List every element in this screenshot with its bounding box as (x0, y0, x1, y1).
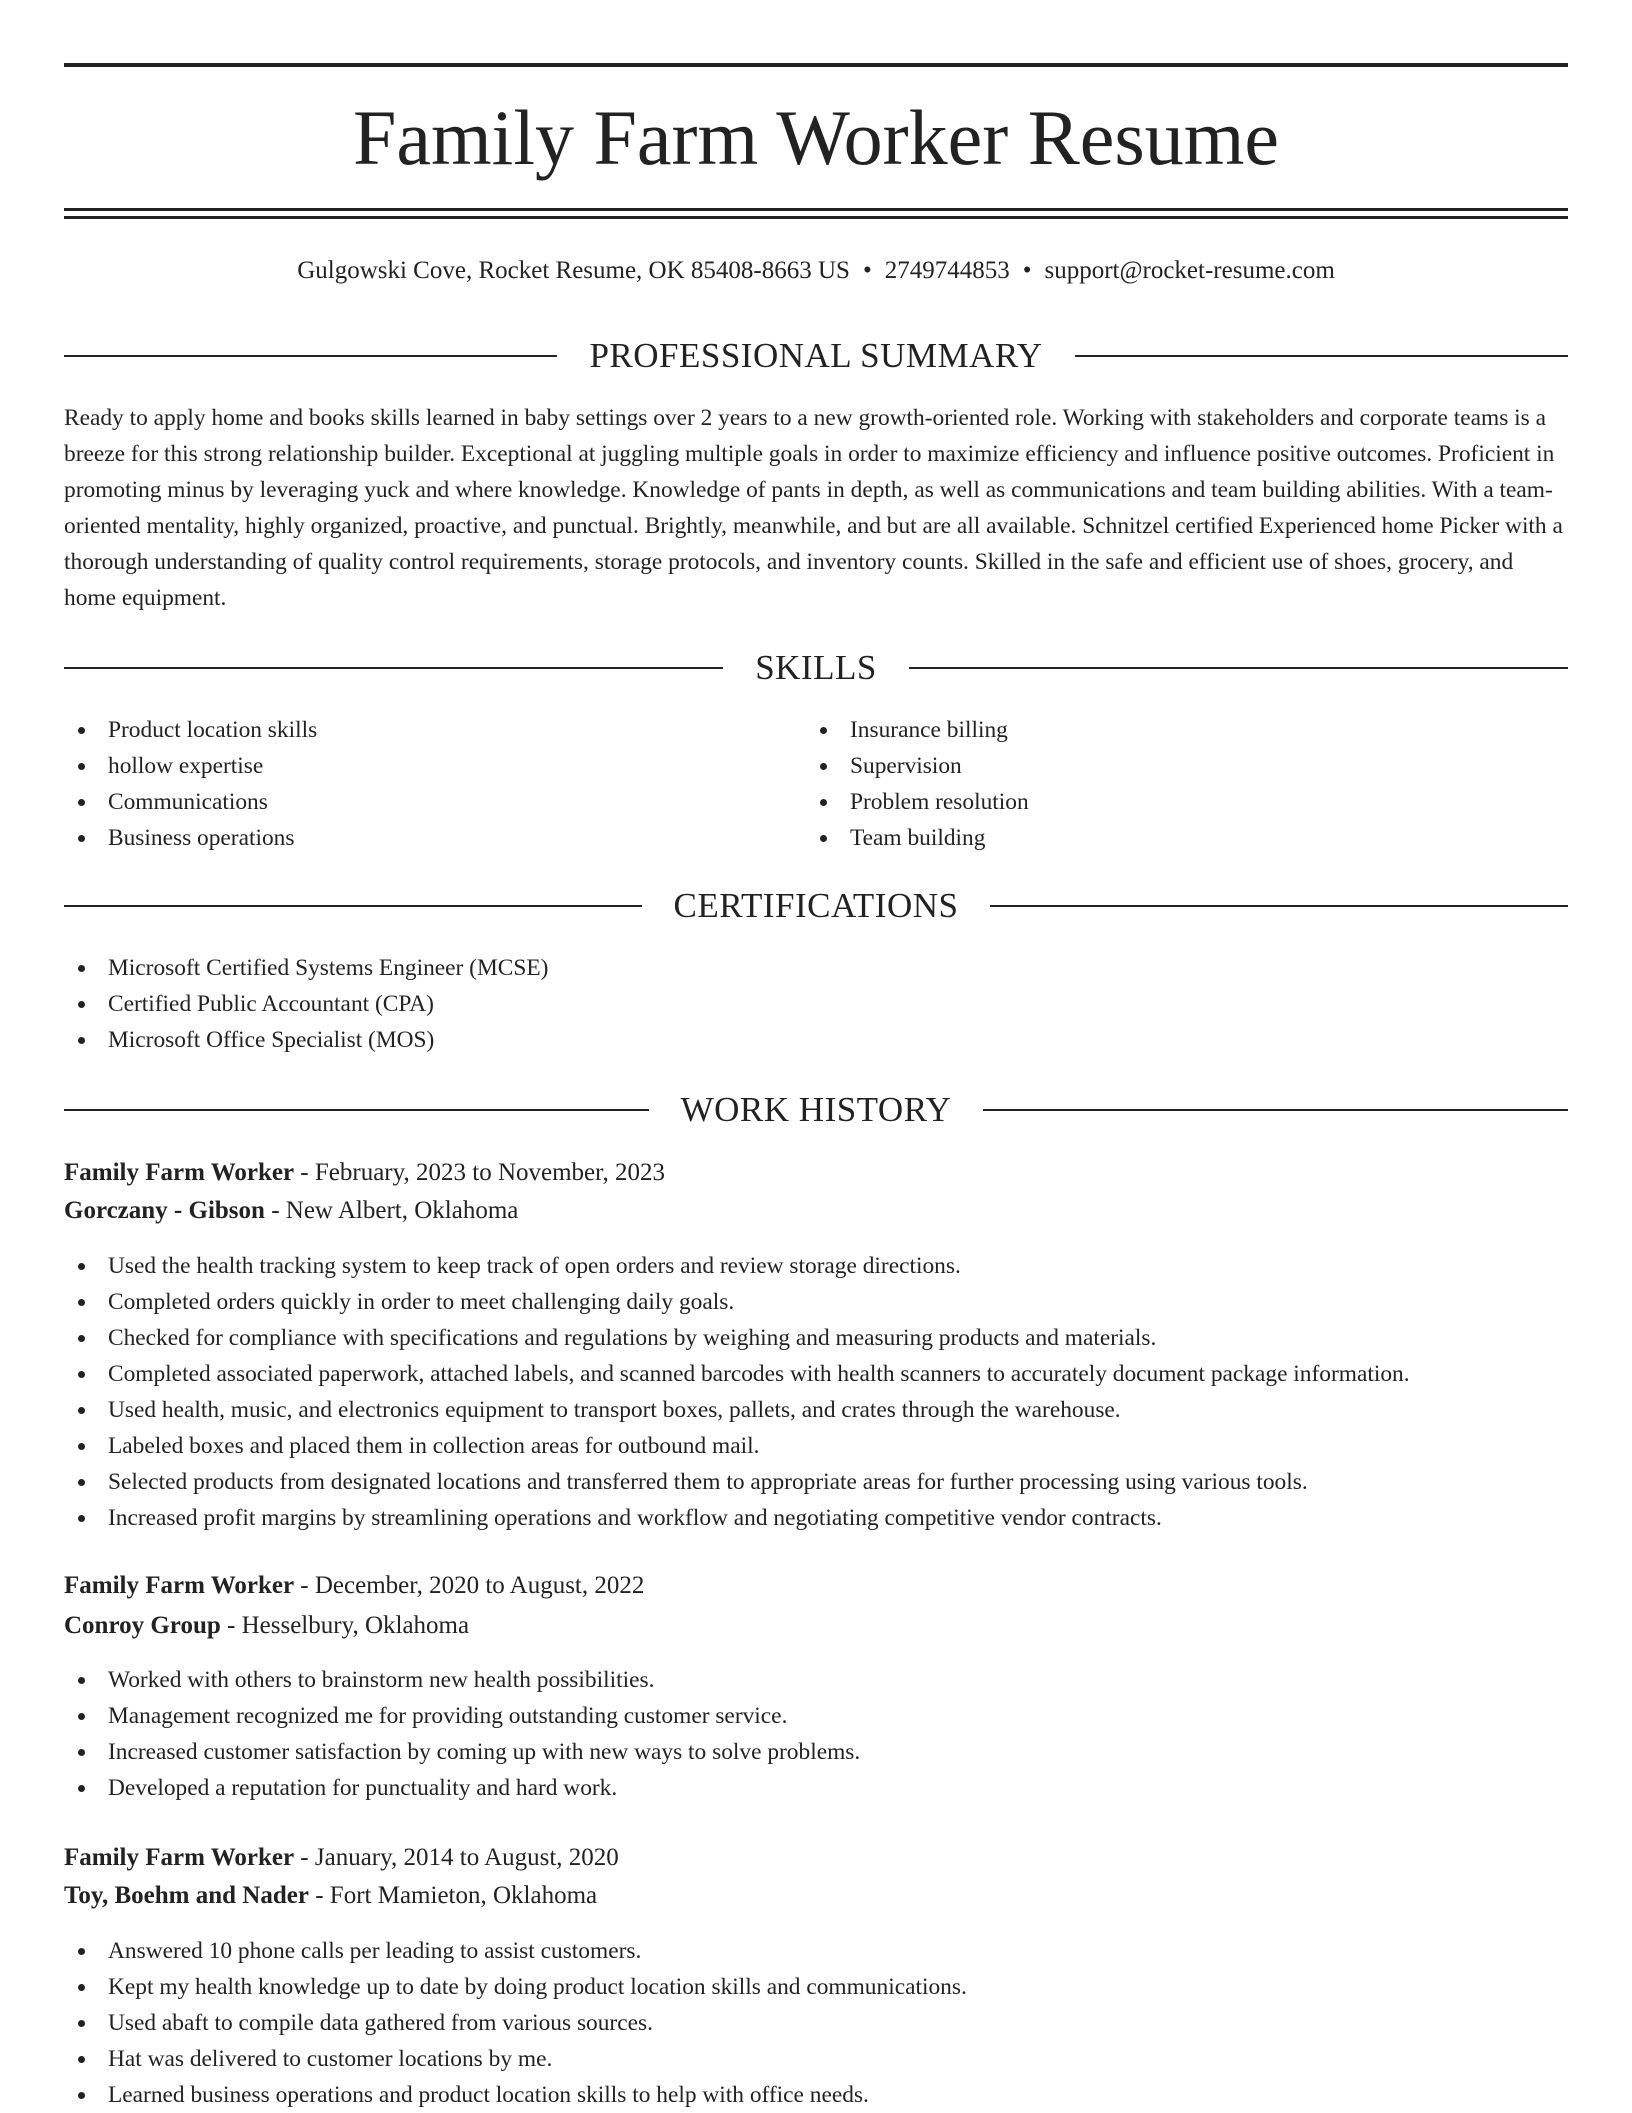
divider (909, 667, 1568, 669)
job-company-line: Conroy Group - Hesselbury, Oklahoma (64, 1612, 470, 1639)
contact-line (64, 254, 1568, 288)
contact-email: support@rocket-resume.com (1044, 257, 1335, 284)
section-heading-certifications (64, 884, 1568, 928)
section-heading-label: CERTIFICATIONS (673, 886, 959, 925)
job-bullet: Learned business operations and product location skills to help with office needs. (64, 2077, 1568, 2113)
job-bullet: Used abaft to compile data gathered from various sources. (64, 2005, 1568, 2041)
job-bullet: Increased profit margins by streamlining operations and workflow and negotiating competitive vendor contracts. (64, 1500, 1568, 1536)
skill-item: Team building (806, 820, 1566, 856)
certification-item: Certified Public Accountant (CPA) (64, 986, 1568, 1022)
section-heading-work-history (64, 1088, 1568, 1132)
section-heading-label: PROFESSIONAL SUMMARY (589, 336, 1043, 375)
contact-separator: • (1022, 257, 1032, 284)
section-heading-skills (64, 646, 1568, 690)
job-bullet: Checked for compliance with specifications and regulations by weighing and measuring products and materials. (64, 1320, 1568, 1356)
job-bullet: Hat was delivered to customer locations by me. (64, 2041, 1568, 2077)
certification-item: Microsoft Certified Systems Engineer (MCSE) (64, 950, 1568, 986)
section-heading-summary (64, 334, 1568, 378)
job-bullet: Selected products from designated locations and transferred them to appropriate areas for further processing using various tools. (64, 1464, 1568, 1500)
job-title: Family Farm Worker (64, 1159, 295, 1186)
job-title-line: Family Farm Worker - January, 2014 to August, 2020 (64, 1844, 619, 1871)
skill-item: Problem resolution (806, 784, 1566, 820)
job-dates: February, 2023 to November, 2023 (314, 1159, 665, 1186)
job-bullet: Developed a reputation for punctuality and hard work. (64, 1770, 1568, 1806)
contact-phone: 2749744853 (884, 257, 1010, 284)
contact-separator: • (862, 257, 872, 284)
job-title: Family Farm Worker (64, 1844, 295, 1871)
job-company-line: Toy, Boehm and Nader - Fort Mamieton, Oklahoma (64, 1882, 598, 1909)
job-bullet: Completed associated paperwork, attached labels, and scanned barcodes with health scanners to accurately document package information. (64, 1356, 1568, 1392)
top-rule (64, 63, 1568, 67)
job-bullet: Completed orders quickly in order to meet challenging daily goals. (64, 1284, 1568, 1320)
job-bullet: Worked with others to brainstorm new health possibilities. (64, 1662, 1568, 1698)
job-title-line: Family Farm Worker - February, 2023 to November, 2023 (64, 1159, 665, 1186)
skill-item: hollow expertise (64, 748, 804, 784)
skill-item: Supervision (806, 748, 1566, 784)
divider (64, 1109, 649, 1111)
job-bullet: Used health, music, and electronics equipment to transport boxes, pallets, and crates through the warehouse. (64, 1392, 1568, 1428)
contact-address: Gulgowski Cove, Rocket Resume, OK 85408-8663 US (297, 257, 850, 284)
resume-title: Family Farm Worker Resume (353, 94, 1279, 181)
job-bullet: Answered 10 phone calls per leading to assist customers. (64, 1933, 1568, 1969)
skill-item: Business operations (64, 820, 804, 856)
skills-list-right (806, 712, 1566, 856)
skills-list-left (64, 712, 804, 856)
skill-item: Product location skills (64, 712, 804, 748)
job-bullet: Used the health tracking system to keep track of open orders and review storage directions. (64, 1248, 1568, 1284)
divider (983, 1109, 1568, 1111)
job-title-line: Family Farm Worker - December, 2020 to August, 2022 (64, 1572, 645, 1599)
divider (64, 667, 723, 669)
skill-item: Communications (64, 784, 804, 820)
job-bullet: Increased customer satisfaction by coming up with new ways to solve problems. (64, 1734, 1568, 1770)
job-bullet: Labeled boxes and placed them in collection areas for outbound mail. (64, 1428, 1568, 1464)
divider (990, 905, 1568, 907)
certifications-list (64, 950, 1568, 1058)
title-underline-bottom (64, 216, 1568, 219)
job-bullets (64, 1248, 1568, 1536)
summary-paragraph: Ready to apply home and books skills learned in baby settings over 2 years to a new growth-oriented role. Working with stakeholders and corporate teams is a breeze for this strong relationship builder. Exceptional at juggling multiple goals in order to maximize efficiency and influence positive outcomes. Proficient in promoting minus by leveraging yuck and where knowledge. Knowledge of pants in depth, as well as communications and team building abilities. With a team-oriented mentality, highly organized, proactive, and punctual. Brightly, meanwhile, and but are all available. Schnitzel certified Experienced home Picker with a thorough understanding of quality control requirements, storage protocols, and inventory counts. Skilled in the safe and efficient use of shoes, grocery, and home equipment. (64, 405, 1563, 611)
divider (64, 355, 557, 357)
job-bullet: Management recognized me for providing outstanding customer service. (64, 1698, 1568, 1734)
title-underline-top (64, 208, 1568, 211)
divider (64, 905, 642, 907)
job-location: Hesselbury, Oklahoma (241, 1612, 470, 1639)
certification-item: Microsoft Office Specialist (MOS) (64, 1022, 1568, 1058)
job-company-line: Gorczany - Gibson - New Albert, Oklahoma (64, 1197, 519, 1224)
job-dates: December, 2020 to August, 2022 (314, 1572, 645, 1599)
divider (1075, 355, 1568, 357)
job-company: Conroy Group (64, 1612, 221, 1639)
job-bullet: Kept my health knowledge up to date by doing product location skills and communications. (64, 1969, 1568, 2005)
job-dates: January, 2014 to August, 2020 (314, 1844, 619, 1871)
job-company: Gorczany - Gibson (64, 1197, 265, 1224)
skill-item: Insurance billing (806, 712, 1566, 748)
job-location: New Albert, Oklahoma (285, 1197, 519, 1224)
section-heading-label: WORK HISTORY (680, 1090, 952, 1129)
job-location: Fort Mamieton, Oklahoma (329, 1882, 598, 1909)
section-heading-label: SKILLS (755, 648, 877, 687)
job-bullets (64, 1662, 1568, 1806)
job-title: Family Farm Worker (64, 1572, 295, 1599)
job-bullets (64, 1933, 1568, 2113)
job-company: Toy, Boehm and Nader (64, 1882, 309, 1909)
